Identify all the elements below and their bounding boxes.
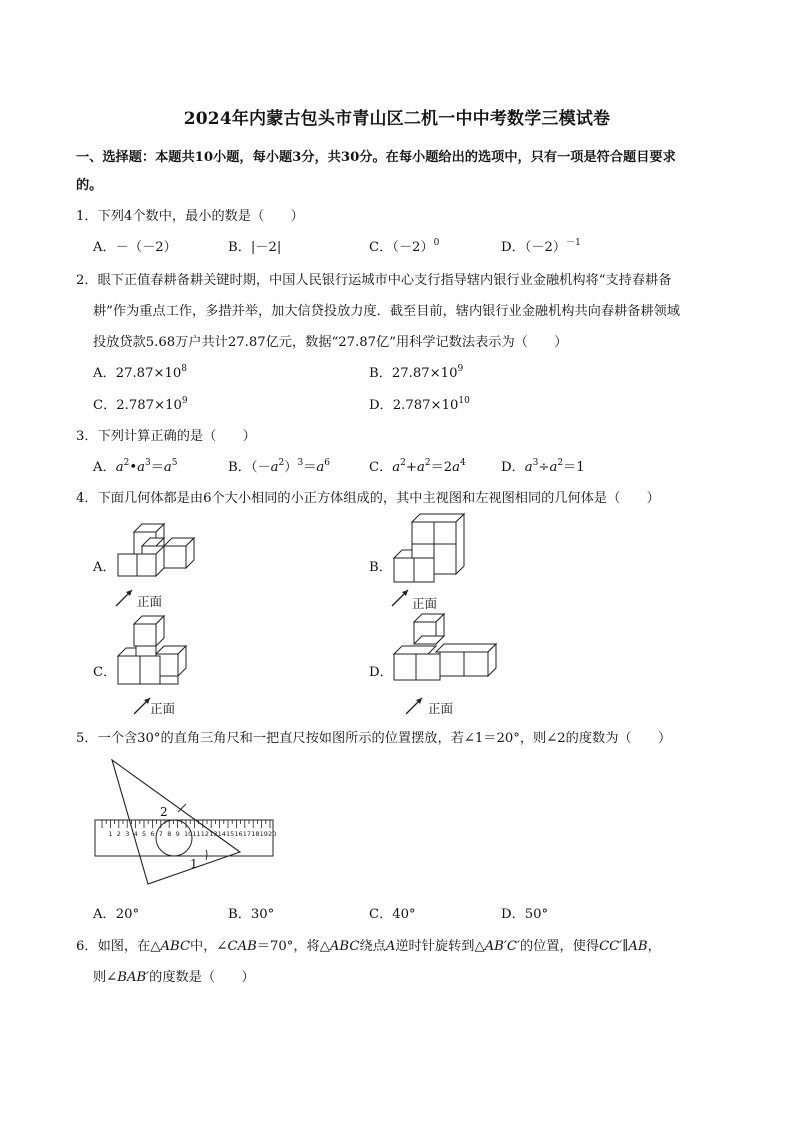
question-6-line-1: 6．如图，在△ABC中，∠CAB＝70°，将△ABC绕点A逆时针旋转到△AB′C′的位置，使得CC′∥AB， [76,939,661,954]
page-title: 2024年内蒙古包头市青山区二机一中中考数学三模试卷 [183,109,611,129]
question-2-line-1: 2．眼下正值春耕备耕关键时期，中国人民银行运城市中心支行指导辖内银行业金融机构将“支持春耕备 [76,273,672,288]
question-2-option-d: D．$2.787\times 10^{10}$ [369,396,470,413]
question-4-option-c-label: C． [93,665,117,680]
ruler-tick-label: 3 [125,830,130,838]
ruler-tick-label: 11 [192,830,201,838]
question-3-option-d: D．$a^3\div a^2=1$ [501,458,585,475]
ruler-tick-label: 5 [142,830,147,838]
question-1-option-a: A．－（－2） [93,240,177,255]
question-4-option-a-label: A． [93,560,116,575]
question-3-stem: 3．下列计算正确的是（ ） [76,429,256,444]
question-4-figure-c-front-label: 正面 [150,701,176,716]
question-4-stem: 4．下面几何体都是由6个大小相同的小正方体组成的，其中主视图和左视图相同的几何体是（ ） [76,491,660,506]
ruler-tick-label: 10 [184,830,193,838]
ruler-tick-label: 4 [133,830,138,838]
question-5-option-c: C．40° [369,907,416,922]
ruler-tick-label: 1 [108,830,113,838]
question-2-option-c: C．$2.787\times 10^9$ [93,396,188,413]
ruler-tick-label: 13 [209,830,218,838]
ruler-tick-label: 20 [268,830,276,838]
ruler-tick-label: 12 [200,830,210,838]
question-1-option-c: C．$(-2)^0$ [369,238,440,255]
ruler-tick-label: 19 [259,830,268,838]
question-3-option-b: B．$(-a^2)^3=a^6$ [228,458,330,475]
question-1-stem: 1．下列4个数中，最小的数是（ ） [76,209,304,224]
ruler-tick-label: 2 [116,830,121,838]
question-5-option-a: A．20° [93,907,140,922]
ruler-tick-label: 8 [167,830,172,838]
ruler-tick-label: 6 [150,830,155,838]
question-2-option-a: A．$27.87\times 10^8$ [93,364,188,381]
question-4-figure-a-front-label: 正面 [137,594,163,609]
ruler-tick-label: 18 [251,830,260,838]
ruler-tick-label: 14 [217,830,226,838]
ruler [95,820,273,856]
question-2-option-b: B．$27.87\times 10^9$ [369,364,464,381]
question-4-figure-d-front-label: 正面 [428,701,454,716]
question-5-option-b: B．30° [228,907,275,922]
question-5-stem: 5．一个含30°的直角三角尺和一把直尺按如图所示的位置摆放，若∠1＝20°，则∠2的度数为（ ） [76,731,672,746]
angle-1-label: 1 [190,857,198,871]
question-3-option-c: C．$a^2+a^2=2a^4$ [369,458,466,475]
question-1-option-b: B．|－2| [228,240,282,255]
question-2-line-2: 耕”作为重点工作，多措并举，加大信贷投放力度．截至目前，辖内银行业金融机构共向春耕备耕领域 [93,304,680,319]
section-heading-line-2: 的。 [76,178,103,193]
ruler-tick-label: 17 [242,830,252,838]
question-4-figure-b-front-label: 正面 [412,596,438,611]
ruler-tick-label: 7 [158,830,163,838]
question-2-line-3: 投放贷款5.68万户共计27.87亿元，数据“27.87亿”用科学记数法表示为（ ） [93,335,568,350]
question-3-option-a: A．$a^2•a^3=a^5$ [93,458,178,475]
question-4-option-b-label: B． [369,560,392,575]
section-heading-line-1: 一、选择题：本题共10小题，每小题3分，共30分。在每小题给出的选项中，只有一项是符合题目要求 [76,150,676,165]
question-1-option-d: D．$(-2)^{-1}$ [501,238,581,255]
ruler-tick-label: 15 [226,830,235,838]
ruler-tick-label: 9 [175,830,180,838]
question-5-option-d: D．50° [501,907,549,922]
question-5-figure [94,758,276,888]
angle-2-label: 2 [160,805,168,819]
question-4-option-d-label: D． [369,665,393,680]
ruler-tick-label: 16 [234,830,243,838]
question-6-line-2: 则∠BAB′的度数是（ ） [93,970,255,985]
